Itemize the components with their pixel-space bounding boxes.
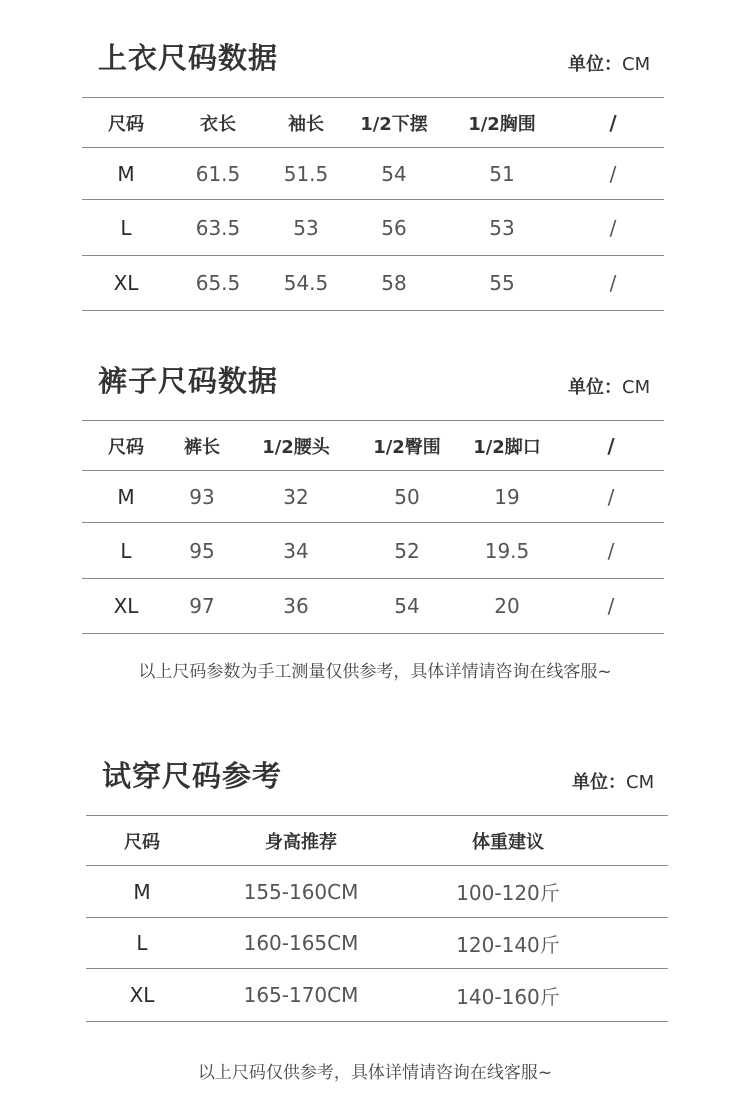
table-row: [86, 918, 668, 969]
table-cell: /: [562, 256, 664, 311]
table-cell: /: [562, 148, 664, 200]
size-cell: XL: [82, 579, 170, 634]
pants-unit: [568, 373, 650, 399]
top-size-title: 上衣尺码数据: [98, 41, 279, 75]
spacer-cell: [612, 969, 668, 1022]
table-cell: 63.5: [170, 200, 266, 256]
table-row: [86, 866, 668, 918]
table-cell: 34: [234, 523, 358, 579]
size-cell: L: [82, 200, 170, 256]
spacer-cell: [612, 918, 668, 969]
top-unit-value: CM: [622, 54, 651, 75]
table-row: [82, 256, 664, 311]
size-cell: L: [82, 523, 170, 579]
table-cell: 97: [170, 579, 234, 634]
table-row: [82, 523, 664, 579]
table-row: [82, 579, 664, 634]
table-header-row: [82, 98, 664, 148]
table-cell: 53: [266, 200, 346, 256]
top-unit-label: 单位：: [568, 54, 622, 75]
header-cell: /: [562, 98, 664, 148]
table-cell: 120-140斤: [404, 918, 612, 969]
pants-unit-value: CM: [622, 377, 651, 398]
header-cell: 裤长: [170, 421, 234, 471]
pants-size-title: 裤子尺码数据: [98, 364, 279, 398]
header-cell: 1/2胸围: [442, 98, 562, 148]
table-cell: 56: [346, 200, 442, 256]
table-cell: 65.5: [170, 256, 266, 311]
table-row: [82, 148, 664, 200]
size-cell: M: [86, 866, 198, 918]
table-cell: 19.5: [456, 523, 558, 579]
header-cell: 1/2腰头: [234, 421, 358, 471]
fit-unit-value: CM: [626, 772, 655, 793]
header-cell: 衣长: [170, 98, 266, 148]
table-cell: 19: [456, 471, 558, 523]
table-cell: 55: [442, 256, 562, 311]
fit-reference-title: 试穿尺码参考: [102, 759, 283, 793]
table-row: [82, 471, 664, 523]
table-cell: 53: [442, 200, 562, 256]
table-cell: 50: [358, 471, 456, 523]
table-cell: 61.5: [170, 148, 266, 200]
header-cell: 身高推荐: [198, 816, 404, 866]
table-cell: 54: [358, 579, 456, 634]
table-cell: 160-165CM: [198, 918, 404, 969]
header-cell: 1/2臀围: [358, 421, 456, 471]
spacer-cell: [612, 816, 668, 866]
header-cell: 尺码: [86, 816, 198, 866]
table-header-row: [86, 816, 668, 866]
fit-unit: [572, 768, 654, 794]
size-cell: L: [86, 918, 198, 969]
table-cell: 54: [346, 148, 442, 200]
table-cell: 52: [358, 523, 456, 579]
header-cell: /: [558, 421, 664, 471]
measurement-note: 以上尺码参数为手工测量仅供参考，具体详情请咨询在线客服~: [138, 662, 612, 682]
table-cell: 58: [346, 256, 442, 311]
header-cell: 1/2脚口: [456, 421, 558, 471]
table-cell: 20: [456, 579, 558, 634]
header-cell: 袖长: [266, 98, 346, 148]
header-cell: 尺码: [82, 98, 170, 148]
size-cell: M: [82, 148, 170, 200]
table-cell: 32: [234, 471, 358, 523]
table-row: [82, 200, 664, 256]
table-cell: 36: [234, 579, 358, 634]
table-cell: 51: [442, 148, 562, 200]
table-row: [86, 969, 668, 1022]
table-cell: 93: [170, 471, 234, 523]
table-cell: 95: [170, 523, 234, 579]
table-cell: /: [558, 523, 664, 579]
fit-reference-table: [86, 815, 668, 1022]
table-header-row: [82, 421, 664, 471]
size-cell: XL: [82, 256, 170, 311]
size-cell: XL: [86, 969, 198, 1022]
pants-size-table: [82, 420, 664, 634]
fit-note: 以上尺码仅供参考，具体详情请咨询在线客服~: [197, 1063, 553, 1083]
pants-unit-label: 单位：: [568, 377, 622, 398]
table-cell: 140-160斤: [404, 969, 612, 1022]
table-cell: /: [558, 579, 664, 634]
header-cell: 尺码: [82, 421, 170, 471]
spacer-cell: [612, 866, 668, 918]
table-cell: 51.5: [266, 148, 346, 200]
table-cell: /: [558, 471, 664, 523]
size-cell: M: [82, 471, 170, 523]
top-unit: [568, 50, 650, 76]
table-cell: 165-170CM: [198, 969, 404, 1022]
header-cell: 体重建议: [404, 816, 612, 866]
top-size-table: [82, 97, 664, 311]
table-cell: /: [562, 200, 664, 256]
table-cell: 155-160CM: [198, 866, 404, 918]
header-cell: 1/2下摆: [346, 98, 442, 148]
table-cell: 100-120斤: [404, 866, 612, 918]
table-cell: 54.5: [266, 256, 346, 311]
fit-unit-label: 单位：: [572, 772, 626, 793]
